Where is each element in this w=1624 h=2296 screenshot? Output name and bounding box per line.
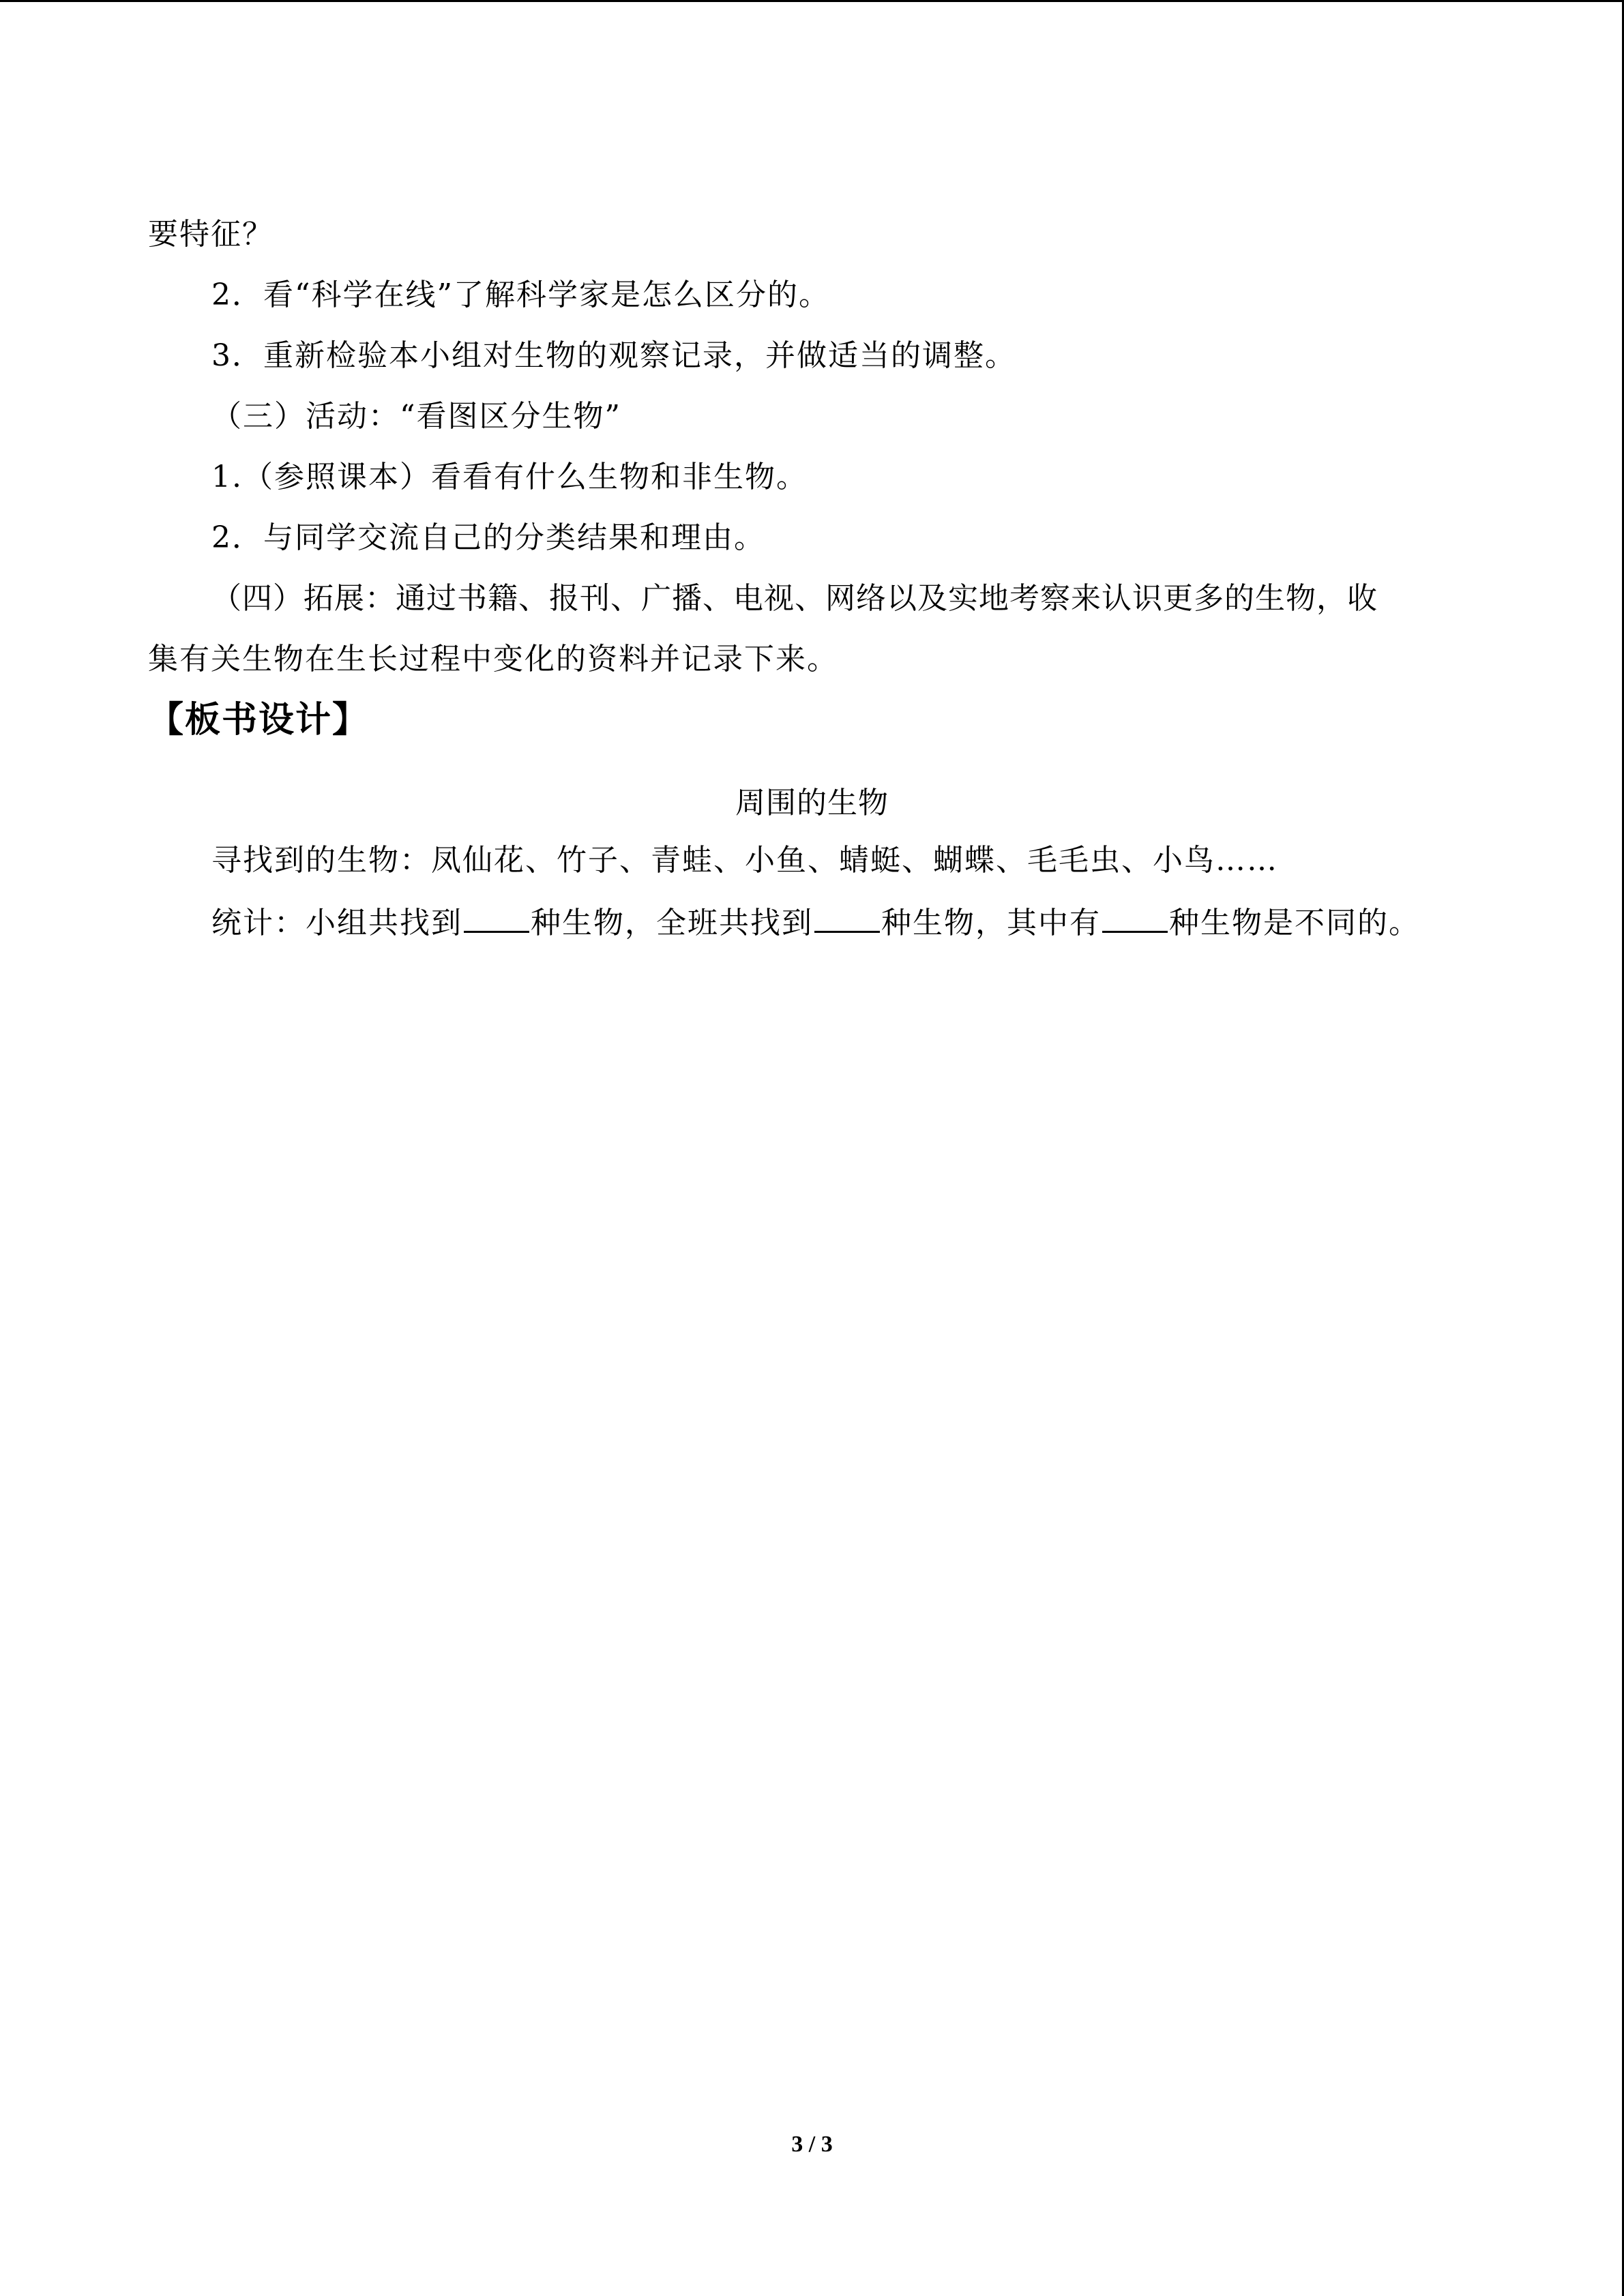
top-border [0,0,1624,2]
text-line-7: （四）拓展：通过书籍、报刊、广播、电视、网络以及实地考察来认识更多的生物，收 [211,581,1378,616]
text-line-3: 3．重新检验本小组对生物的观察记录，并做适当的调整。 [211,338,1016,373]
board-stat-line [211,903,1420,944]
blank-class-count [814,904,880,933]
text-line-8: 集有关生物在生长过程中变化的资料并记录下来。 [148,642,838,676]
text-line-2: 2．看“科学在线”了解科学家是怎么区分的。 [211,278,830,312]
board-title: 周围的生物 [735,786,889,820]
text-line-5: 1.（参照课本）看看有什么生物和非生物。 [211,460,808,494]
text-line-6: 2．与同学交流自己的分类结果和理由。 [211,520,765,555]
page-number: 3 / 3 [791,2132,833,2157]
section-heading: 【板书设计】 [148,700,370,741]
stat-mid1: 种生物，全班共找到 [531,906,813,940]
stat-prefix: 统计：小组共找到 [211,906,462,940]
board-found-line: 寻找到的生物：凤仙花、竹子、青蛙、小鱼、蜻蜓、蝴蝶、毛毛虫、小鸟…… [211,843,1278,878]
blank-group-count [464,904,529,933]
text-line-4: （三）活动：“看图区分生物” [211,399,621,434]
text-line-1: 要特征？ [148,217,274,252]
stat-mid2: 种生物，其中有 [881,906,1101,940]
stat-suffix: 种生物是不同的。 [1169,906,1420,940]
blank-different-count [1102,904,1168,933]
